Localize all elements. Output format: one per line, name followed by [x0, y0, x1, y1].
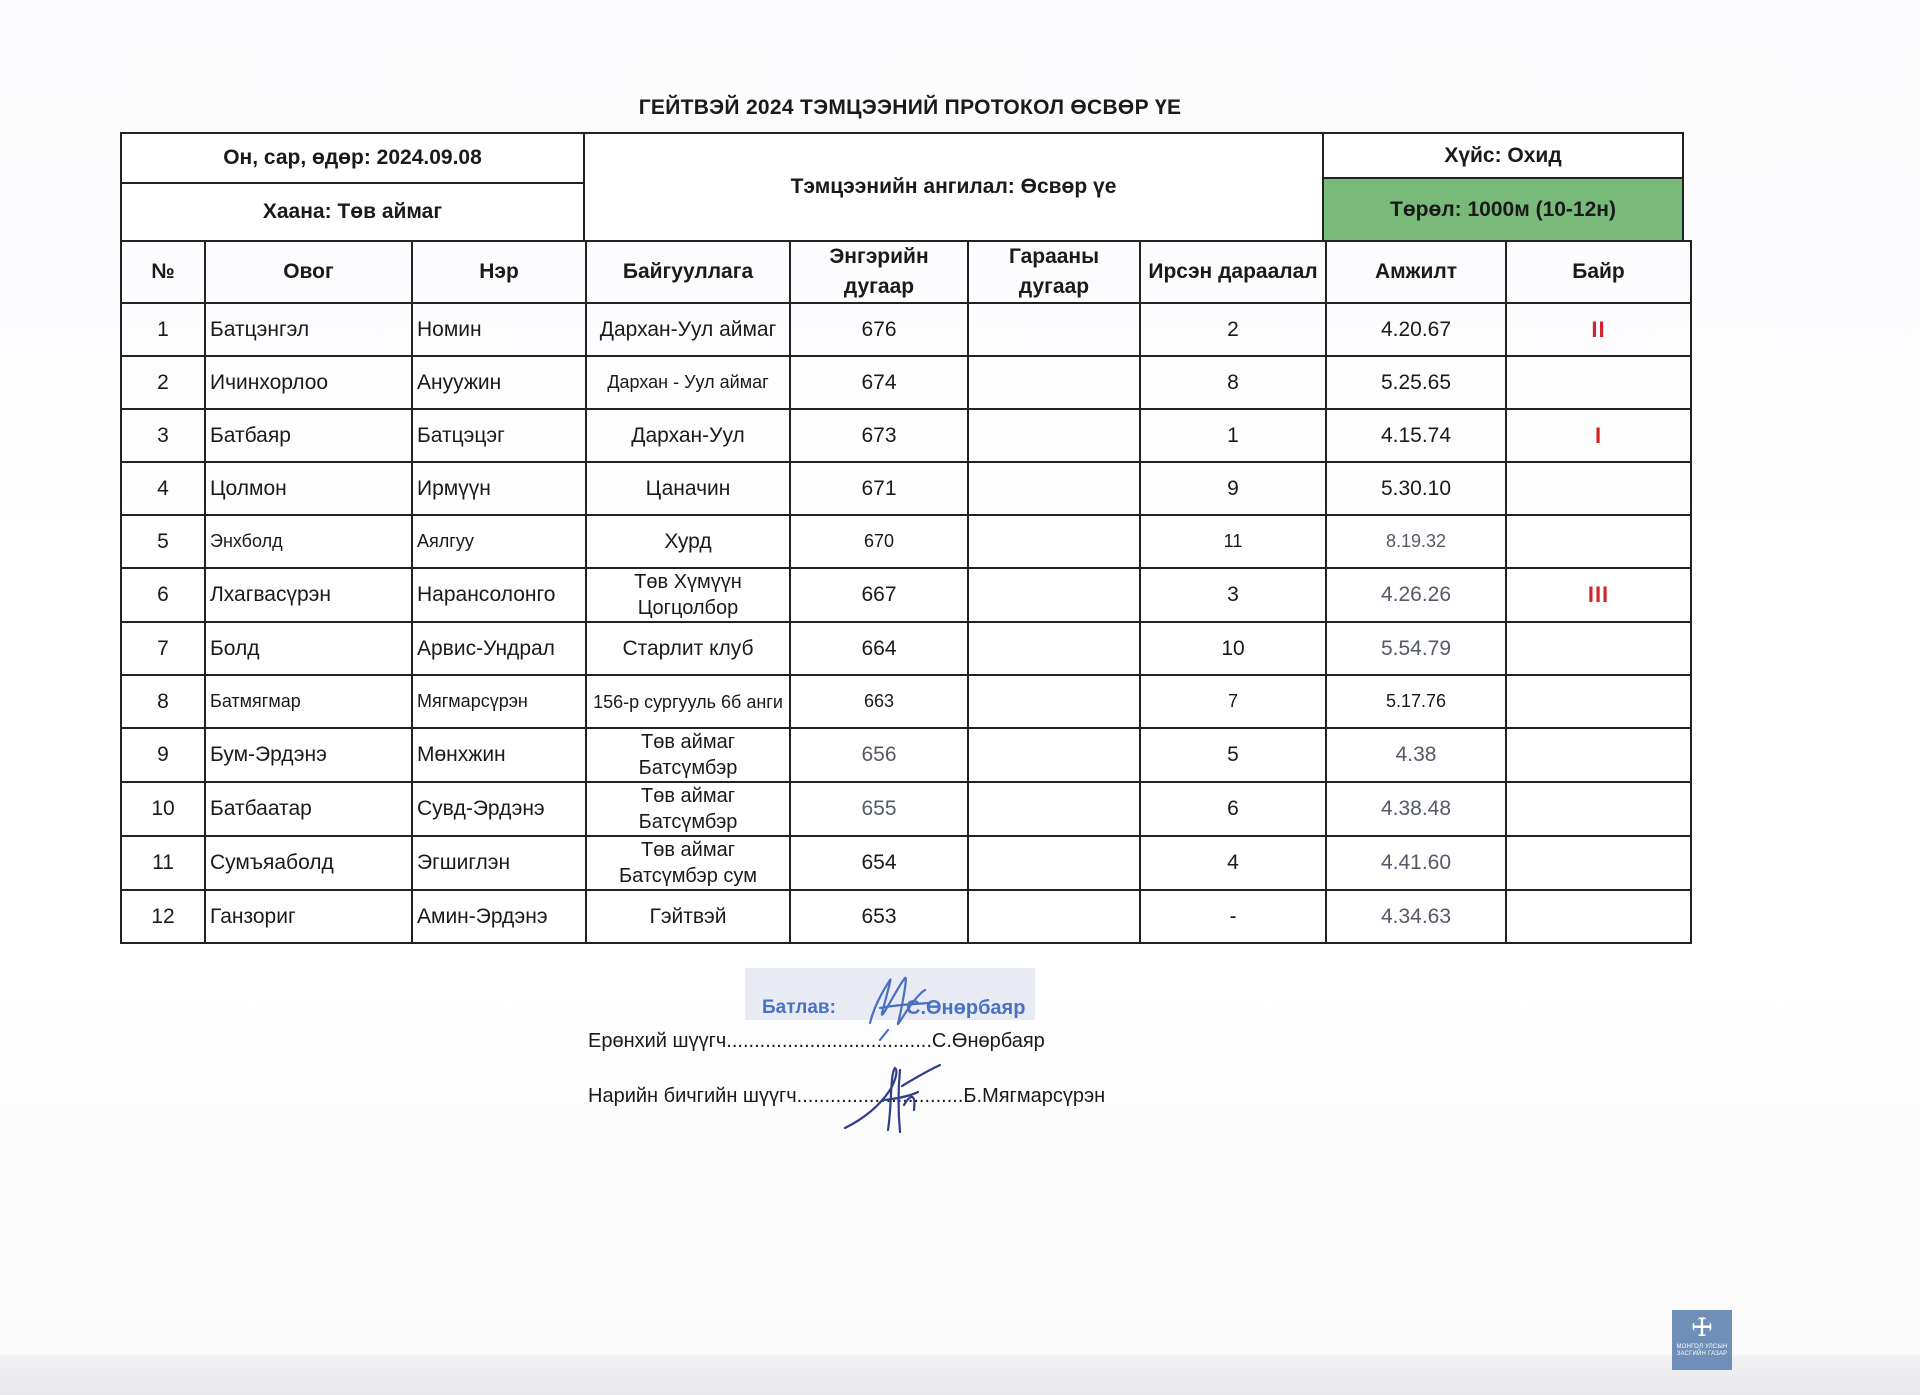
cell-start: [968, 515, 1140, 568]
cell-order: 3: [1140, 568, 1326, 622]
col-header-name: Нэр: [412, 241, 586, 303]
cell-bib: 655: [790, 782, 968, 836]
cell-order: 6: [1140, 782, 1326, 836]
cell-no: 4: [121, 462, 205, 515]
cell-name: Амин-Эрдэнэ: [412, 890, 586, 943]
cell-name: Сувд-Эрдэнэ: [412, 782, 586, 836]
date-cell: Он, сар, өдөр: 2024.09.08: [120, 132, 585, 184]
col-header-org: Байгууллага: [586, 241, 790, 303]
cell-order: 5: [1140, 728, 1326, 782]
table-row: [121, 836, 1691, 890]
cell-result: 4.20.67: [1326, 303, 1506, 356]
col-header-order: Ирсэн дараалал: [1140, 241, 1326, 303]
cell-surname: Батбаяр: [205, 409, 412, 462]
cell-surname: Ичинхорлоо: [205, 356, 412, 409]
cell-name: Ануужин: [412, 356, 586, 409]
table-row: [121, 409, 1691, 462]
cell-org: Хурд: [586, 515, 790, 568]
cell-no: 9: [121, 728, 205, 782]
cell-order: 4: [1140, 836, 1326, 890]
cell-name: Номин: [412, 303, 586, 356]
cell-no: 12: [121, 890, 205, 943]
cell-place: [1506, 462, 1691, 515]
cell-name: Ирмүүн: [412, 462, 586, 515]
col-header-surname: Овог: [205, 241, 412, 303]
cell-start: [968, 622, 1140, 675]
cell-order: 11: [1140, 515, 1326, 568]
cell-org: Дархан - Уул аймаг: [586, 356, 790, 409]
cell-org: Төв Хүмүүн Цогцолбор: [586, 568, 790, 622]
cell-no: 7: [121, 622, 205, 675]
secretary-signature: [840, 1050, 950, 1135]
cell-place: [1506, 356, 1691, 409]
table-row: [121, 303, 1691, 356]
cell-bib: 676: [790, 303, 968, 356]
col-header-no: №: [121, 241, 205, 303]
cell-org: Гэйтвэй: [586, 890, 790, 943]
table-row: [121, 782, 1691, 836]
table-row: [121, 675, 1691, 728]
cell-place: [1506, 622, 1691, 675]
cell-start: [968, 728, 1140, 782]
place-mark: I: [1594, 422, 1603, 448]
cell-name: Мягмарсүрэн: [412, 675, 586, 728]
table-row: [121, 568, 1691, 622]
cell-start: [968, 782, 1140, 836]
cell-start: [968, 356, 1140, 409]
cell-result: 4.15.74: [1326, 409, 1506, 462]
cell-bib: 671: [790, 462, 968, 515]
document-title: ГЕЙТВЭЙ 2024 ТЭМЦЭЭНИЙ ПРОТОКОЛ ӨСВӨР ҮЕ: [638, 96, 1182, 119]
cell-org: Төв аймаг Батсүмбэр: [586, 728, 790, 782]
event-cell: Төрөл: 1000м (10-12н): [1322, 177, 1684, 242]
col-header-result: Амжилт: [1326, 241, 1506, 303]
cell-place: [1506, 675, 1691, 728]
cell-surname: Батбаатар: [205, 782, 412, 836]
cell-name: Эгшиглэн: [412, 836, 586, 890]
cell-no: 3: [121, 409, 205, 462]
cell-start: [968, 836, 1140, 890]
emblem-caption: МОНГОЛ УЛСЫН ЗАСГИЙН ГАЗАР: [1676, 1344, 1728, 1357]
cell-start: [968, 568, 1140, 622]
cell-org: 156-р сургууль 6б анги: [586, 675, 790, 728]
cell-name: Аялгуу: [412, 515, 586, 568]
cell-result: 4.26.26: [1326, 568, 1506, 622]
cell-surname: Батмягмар: [205, 675, 412, 728]
cell-order: 7: [1140, 675, 1326, 728]
cell-place: [1506, 568, 1691, 622]
cell-place: [1506, 782, 1691, 836]
cell-no: 5: [121, 515, 205, 568]
cell-result: 5.54.79: [1326, 622, 1506, 675]
cell-name: Мөнхжин: [412, 728, 586, 782]
cell-bib: 670: [790, 515, 968, 568]
cell-start: [968, 462, 1140, 515]
table-row: [121, 622, 1691, 675]
cell-bib: 673: [790, 409, 968, 462]
cell-surname: Ганзориг: [205, 890, 412, 943]
cell-result: 5.25.65: [1326, 356, 1506, 409]
place-mark: III: [1587, 582, 1610, 607]
cell-no: 10: [121, 782, 205, 836]
cell-org: Цаначин: [586, 462, 790, 515]
cell-no: 2: [121, 356, 205, 409]
cell-place: [1506, 303, 1691, 356]
place-mark: II: [1591, 316, 1606, 342]
cell-surname: Бум-Эрдэнэ: [205, 728, 412, 782]
chief-judge-line: Ерөнхий шүүгч.....................................С.Өнөрбаяр: [588, 1030, 1045, 1052]
cell-order: 2: [1140, 303, 1326, 356]
cell-start: [968, 675, 1140, 728]
table-row: [121, 356, 1691, 409]
cell-bib: 674: [790, 356, 968, 409]
results-table: [120, 240, 1692, 944]
table-row: [121, 728, 1691, 782]
cell-no: 6: [121, 568, 205, 622]
government-emblem: [1672, 1310, 1732, 1370]
cell-no: 11: [121, 836, 205, 890]
cell-start: [968, 409, 1140, 462]
table-header-row: [121, 241, 1691, 303]
cell-bib: 667: [790, 568, 968, 622]
cell-no: 8: [121, 675, 205, 728]
approval-label: Батлав:: [762, 997, 836, 1018]
soyombo-icon: 🜊: [1691, 1312, 1713, 1342]
cell-org: Төв аймаг Батсүмбэр: [586, 782, 790, 836]
category-cell: Тэмцээнийн ангилал: Өсвөр үе: [583, 132, 1324, 242]
col-header-place: Байр: [1506, 241, 1691, 303]
cell-place: [1506, 515, 1691, 568]
gender-cell: Хүйс: Охид: [1322, 132, 1684, 179]
cell-order: 1: [1140, 409, 1326, 462]
cell-result: 4.38.48: [1326, 782, 1506, 836]
cell-place: [1506, 728, 1691, 782]
cell-bib: 653: [790, 890, 968, 943]
cell-no: 1: [121, 303, 205, 356]
cell-surname: Лхагвасүрэн: [205, 568, 412, 622]
approval-name: С.Өнөрбаяр: [906, 997, 1026, 1019]
cell-org: Дархан-Уул: [586, 409, 790, 462]
place-cell: Хаана: Төв аймаг: [120, 182, 585, 242]
cell-result: 5.17.76: [1326, 675, 1506, 728]
cell-name: Батцэцэг: [412, 409, 586, 462]
cell-bib: 654: [790, 836, 968, 890]
cell-result: 4.34.63: [1326, 890, 1506, 943]
cell-order: -: [1140, 890, 1326, 943]
cell-bib: 663: [790, 675, 968, 728]
cell-result: 5.30.10: [1326, 462, 1506, 515]
cell-surname: Батцэнгэл: [205, 303, 412, 356]
cell-start: [968, 303, 1140, 356]
cell-org: Старлит клуб: [586, 622, 790, 675]
table-row: [121, 890, 1691, 943]
cell-order: 8: [1140, 356, 1326, 409]
col-header-start: Гарааны дугаар: [968, 241, 1140, 303]
cell-order: 10: [1140, 622, 1326, 675]
cell-place: [1506, 836, 1691, 890]
cell-surname: Болд: [205, 622, 412, 675]
cell-surname: Сумъяаболд: [205, 836, 412, 890]
cell-result: 8.19.32: [1326, 515, 1506, 568]
table-row: [121, 515, 1691, 568]
cell-name: Арвис-Ундрал: [412, 622, 586, 675]
table-row: [121, 462, 1691, 515]
cell-org: Төв аймаг Батсүмбэр сум: [586, 836, 790, 890]
secretary-judge-line: Нарийн бичгийн шүүгч..............................Б.Мягмарсүрэн: [588, 1085, 1106, 1107]
cell-bib: 664: [790, 622, 968, 675]
col-header-bib: Энгэрийн дугаар: [790, 241, 968, 303]
cell-start: [968, 890, 1140, 943]
cell-bib: 656: [790, 728, 968, 782]
scan-edge: [0, 1355, 1920, 1395]
cell-place: [1506, 409, 1691, 462]
cell-result: 4.41.60: [1326, 836, 1506, 890]
cell-surname: Энхболд: [205, 515, 412, 568]
cell-name: Нарансолонго: [412, 568, 586, 622]
cell-result: 4.38: [1326, 728, 1506, 782]
cell-org: Дархан-Уул аймаг: [586, 303, 790, 356]
cell-place: [1506, 890, 1691, 943]
cell-order: 9: [1140, 462, 1326, 515]
cell-surname: Цолмон: [205, 462, 412, 515]
